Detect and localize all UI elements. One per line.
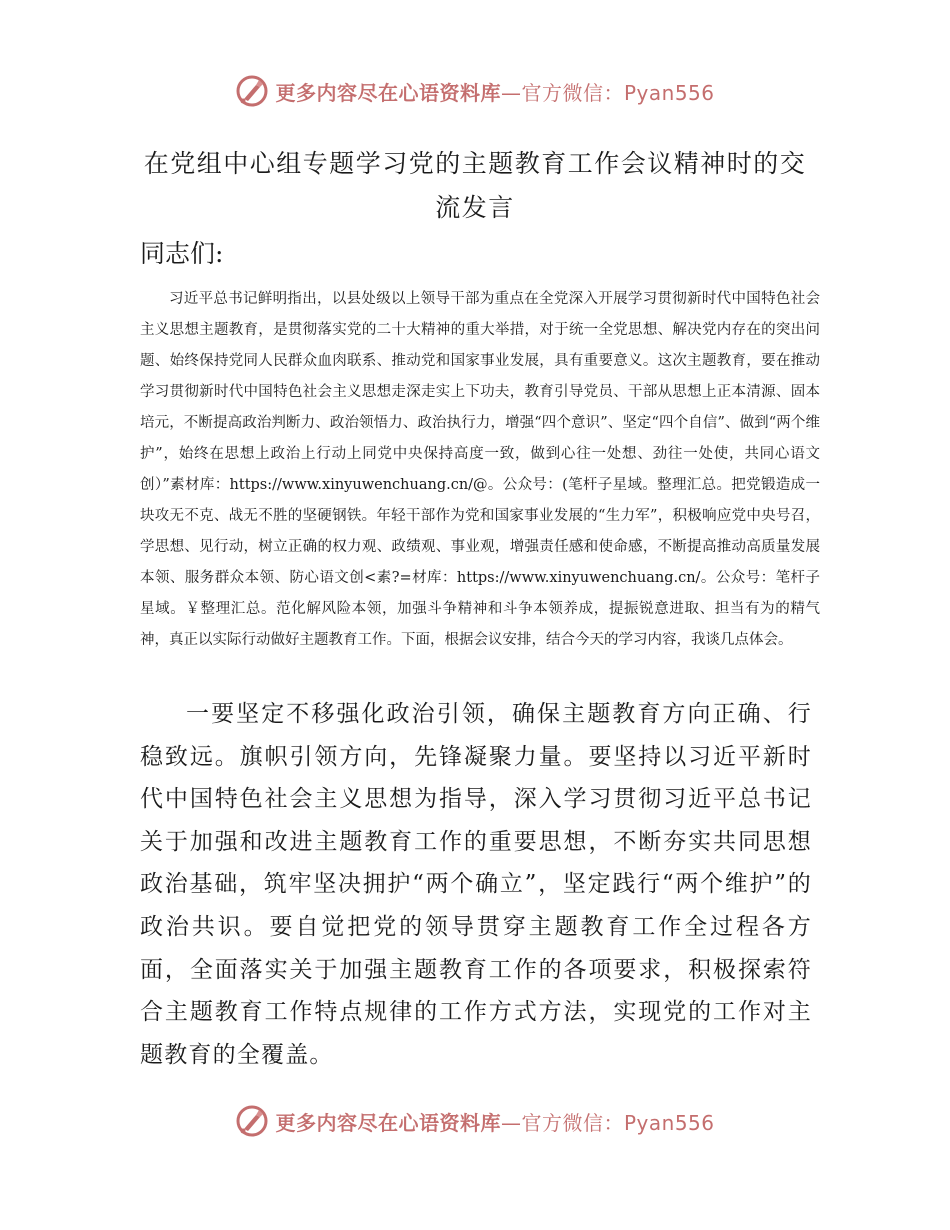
footer-separator: —	[500, 1110, 522, 1135]
body-paragraph: 一要坚定不移强化政治引领，确保主题教育方向正确、行稳致远。旗帜引领方向，先锋凝聚力量。要坚持以习近平新时代中国特色社会主义思想为指导，深入学习贯彻习近平总书记关于加强和改进主题教育工作的重要思想，不断夯实共同思想政治基础，筑牢坚决拥护“两个确立”，坚定践行“两个维护”的政治共识。要自觉把党的领导贯穿主题教育工作全过程各方面，全面落实关于加强主题教育工作的各项要求，积极探索符合主题教育工作特点规律的工作方式方法，实现党的工作对主题教育的全覆盖。	[140, 701, 812, 1068]
header-brand-text: 更多内容尽在心语资料库	[275, 80, 501, 105]
footer-banner-text	[275, 1107, 714, 1136]
pen-logo-icon	[235, 1104, 269, 1138]
footer-wechat-id: Pyan556	[623, 1110, 715, 1135]
header-watermark-banner	[0, 71, 950, 111]
greeting: 同志们:	[140, 239, 224, 268]
intro-paragraph: 习近平总书记鲜明指出，以县处级以上领导干部为重点在全党深入开展学习贯彻新时代中国特色社会主义思想主题教育，是贯彻落实党的二十大精神的重大举措，对于统一全党思想、解决党内存在的突出问题、始终保持党同人民群众血肉联系、推动党和国家事业发展，具有重要意义。这次主题教育，要在推动学习贯彻新时代中国特色社会主义思想走深走实上下功夫，教育引导党员、干部从思想上正本清源、固本培元，不断提高政治判断力、政治领悟力、政治执行力，增强“四个意识”、坚定“四个自信”、做到“两个维护”，始终在思想上政治上行动上同党中央保持高度一致，做到心往一处想、劲往一处使，共同心语文创）”素材库：https://www.xinyuwenchuang.cn/@。公众号：(笔杆子星域。整理汇总。把党锻造成一块攻无不克、战无不胜的坚硬钢铁。年轻干部作为党和国家事业发展的“生力军”，积极响应党中央号召，学思想、见行动，树立正确的权力观、政绩观、事业观，增强责任感和使命感，不断提高推动高质量发展本领、服务群众本领、防心语文创<素?=材库：https://www.xinyuwenchuang.cn/。公众号：笔杆子星域。￥整理汇总。范化解风险本领，加强斗争精神和斗争本领养成，提振锐意进取、担当有为的精气神，真正以实际行动做好主题教育工作。下面，根据会议安排，结合今天的学习内容，我谈几点体会。	[140, 291, 820, 648]
footer-watermark-banner	[0, 1101, 950, 1141]
header-wechat-label: 官方微信：	[521, 80, 624, 105]
footer-brand-text: 更多内容尽在心语资料库	[275, 1110, 501, 1135]
footer-wechat-label: 官方微信：	[521, 1110, 624, 1135]
header-wechat-id: Pyan556	[623, 80, 715, 105]
pen-logo-icon	[235, 74, 269, 108]
document-title: 在党组中心组专题学习党的主题教育工作会议精神时的交流发言	[143, 149, 807, 222]
header-separator: —	[500, 80, 522, 105]
header-banner-text	[275, 77, 714, 106]
